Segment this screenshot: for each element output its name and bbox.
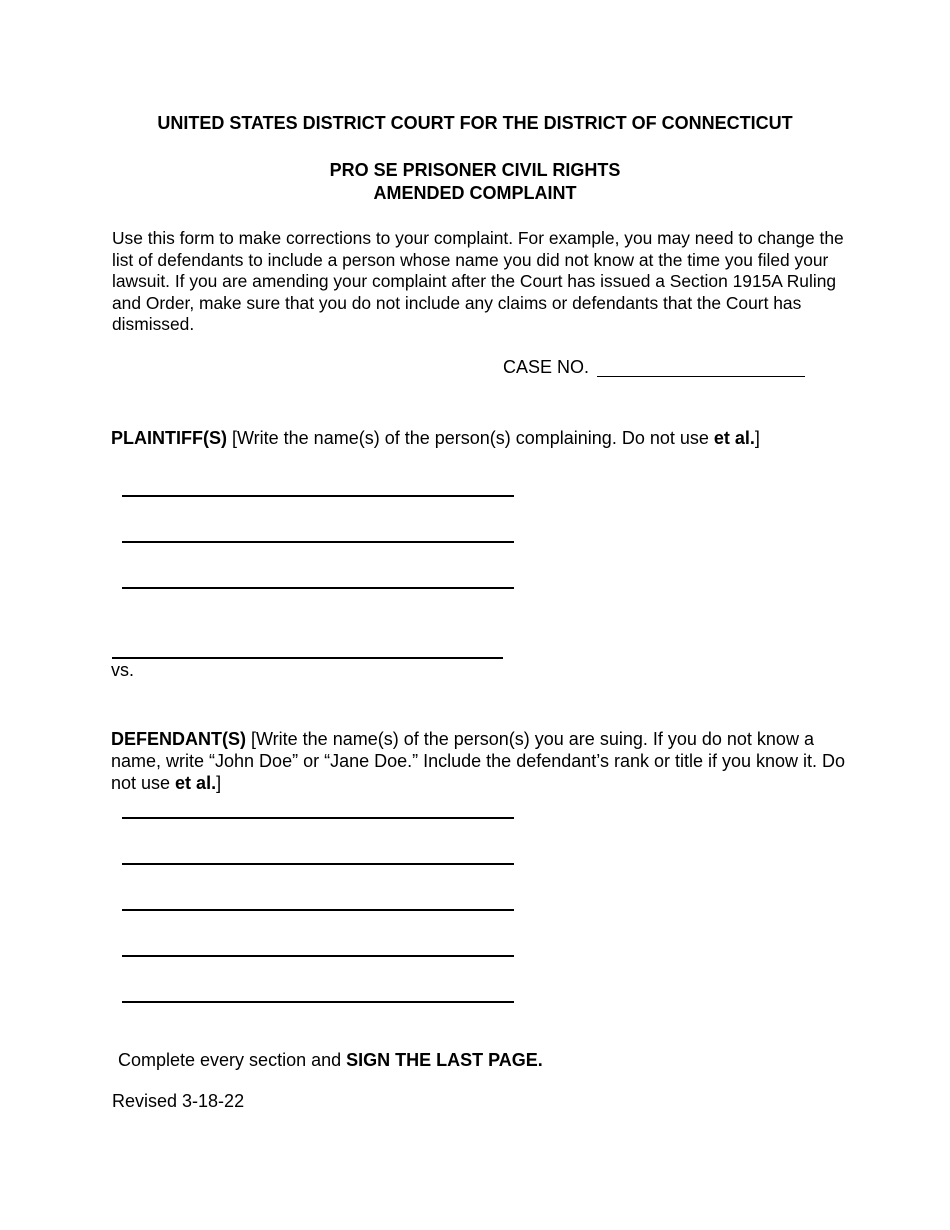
plaintiff-name-field[interactable] [122, 495, 514, 497]
plaintiffs-instruction: [Write the name(s) of the person(s) complaining. Do not use [226, 428, 714, 448]
sign-instruction-emphasis: SIGN THE LAST PAGE. [346, 1050, 543, 1070]
defendants-instruction: [Write the name(s) of the person(s) you are suing. If you do not know a name, write “John Doe” or “Jane Doe.” Include the defendant’s rank or title if you know it. Do not use [111, 729, 846, 793]
defendant-name-field[interactable] [122, 817, 514, 819]
versus-divider [112, 657, 503, 659]
defendant-name-field[interactable] [122, 955, 514, 957]
case-number-label: CASE NO. [503, 357, 590, 377]
form-title-line2: AMENDED COMPLAINT [373, 183, 577, 203]
plaintiffs-instruction-end: ] [754, 428, 760, 448]
defendants-label: DEFENDANT(S) [111, 729, 246, 749]
defendant-name-field[interactable] [122, 909, 514, 911]
plaintiffs-label: PLAINTIFF(S) [111, 428, 227, 448]
plaintiffs-heading [111, 428, 760, 449]
plaintiff-name-field[interactable] [122, 541, 514, 543]
defendants-heading [111, 728, 846, 794]
sign-instruction-text: Complete every section and [118, 1050, 347, 1070]
plaintiff-name-field[interactable] [122, 587, 514, 589]
sign-instruction [118, 1050, 543, 1071]
defendants-et-al: et al. [175, 773, 217, 793]
versus-label: vs. [111, 660, 135, 680]
court-title: UNITED STATES DISTRICT COURT FOR THE DISTRICT OF CONNECTICUT [157, 113, 793, 133]
plaintiffs-et-al: et al. [713, 428, 755, 448]
defendant-name-field[interactable] [122, 863, 514, 865]
revision-date: Revised 3-18-22 [112, 1091, 245, 1111]
case-number-field[interactable] [597, 376, 805, 377]
defendant-name-field[interactable] [122, 1001, 514, 1003]
intro-paragraph: Use this form to make corrections to your complaint. For example, you may need to change the list of defendants to include a person whose name you did not know at the time you filed your lawsuit. If you are amending your complaint after the Court has issued a Section 1915A Ruling and Order, make sure that you do not include any claims or defendants that the Court has dismissed. [112, 228, 844, 335]
form-title-line1: PRO SE PRISONER CIVIL RIGHTS [329, 160, 621, 180]
defendants-instruction-end: ] [216, 773, 222, 793]
form-title [0, 159, 950, 205]
